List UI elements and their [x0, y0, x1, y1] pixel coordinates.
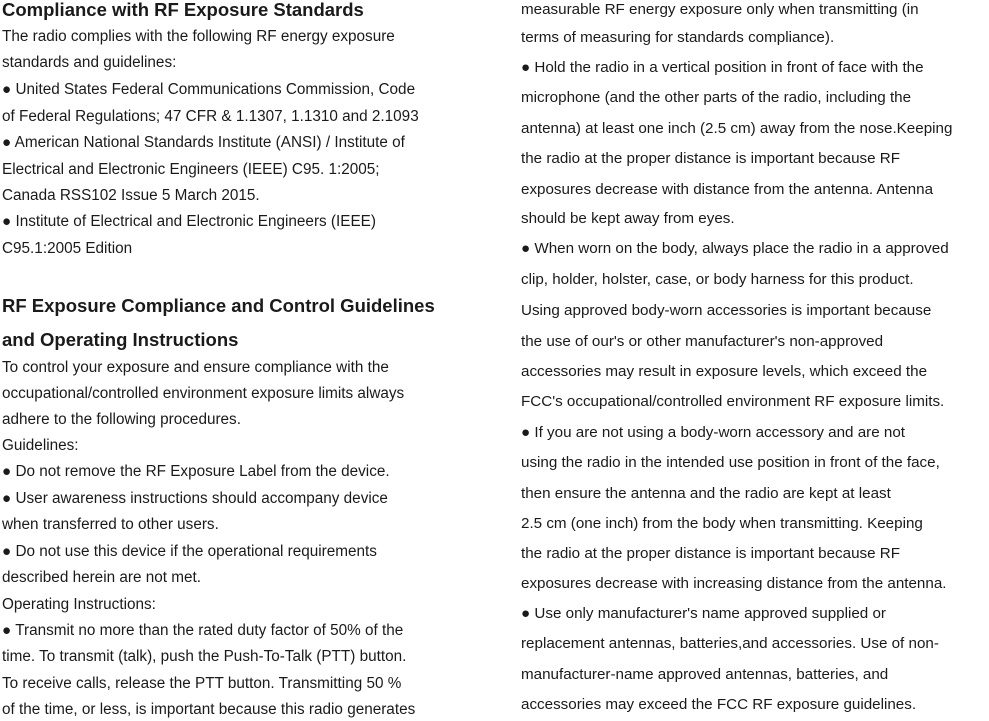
- paragraph-line: standards and guidelines:: [2, 54, 177, 71]
- paragraph-line: exposures decrease with increasing distance from the antenna.: [521, 575, 947, 592]
- section-heading-control-guidelines: RF Exposure Compliance and Control Guidelines: [2, 295, 435, 316]
- paragraph-line: adhere to the following procedures.: [2, 411, 241, 428]
- list-item-instruction: ● If you are not using a body-worn accessory and are not: [521, 424, 906, 441]
- paragraph-line: accessories may result in exposure levels, which exceed the: [521, 363, 928, 380]
- paragraph-line: To control your exposure and ensure compliance with the: [2, 359, 389, 376]
- paragraph-line: time. To transmit (talk), push the Push-To-Talk (PTT) button.: [2, 648, 407, 665]
- paragraph-line: Canada RSS102 Issue 5 March 2015.: [2, 187, 260, 204]
- list-item-guideline: ● User awareness instructions should accompany device: [2, 490, 388, 507]
- list-item-ansi: ● American National Standards Institute (ANSI) / Institute of: [2, 134, 405, 151]
- paragraph-line: microphone (and the other parts of the radio, including the: [521, 89, 912, 106]
- paragraph-line: The radio complies with the following RF energy exposure: [2, 28, 395, 45]
- paragraph-line: antenna) at least one inch (2.5 cm) away from the nose.Keeping: [521, 120, 953, 137]
- paragraph-line: To receive calls, release the PTT button. Transmitting 50 %: [2, 675, 402, 692]
- list-item-fcc: ● United States Federal Communications Commission, Code: [2, 81, 416, 98]
- paragraph-line: C95.1:2005 Edition: [2, 240, 133, 257]
- paragraph-line: then ensure the antenna and the radio are kept at least: [521, 485, 891, 502]
- list-item-instruction: ● When worn on the body, always place the radio in a approved: [521, 240, 949, 257]
- paragraph-line: when transferred to other users.: [2, 516, 219, 533]
- paragraph-line: using the radio in the intended use position in front of the face,: [521, 454, 940, 471]
- paragraph-line: terms of measuring for standards compliance).: [521, 29, 835, 46]
- paragraph-line: 2.5 cm (one inch) from the body when transmitting. Keeping: [521, 515, 923, 532]
- subheading-operating-instructions: Operating Instructions:: [2, 596, 156, 613]
- paragraph-line: exposures decrease with distance from the antenna. Antenna: [521, 181, 934, 198]
- paragraph-line: the use of our's or other manufacturer's non-approved: [521, 333, 884, 350]
- list-item-instruction: ● Use only manufacturer's name approved supplied or: [521, 605, 886, 622]
- paragraph-line: FCC's occupational/controlled environment RF exposure limits.: [521, 393, 945, 410]
- list-item-ieee: ● Institute of Electrical and Electronic Engineers (IEEE): [2, 213, 376, 230]
- paragraph-line: described herein are not met.: [2, 569, 201, 586]
- paragraph-line: accessories may exceed the FCC RF exposure guidelines.: [521, 696, 917, 713]
- paragraph-line: should be kept away from eyes.: [521, 210, 735, 227]
- list-item-guideline: ● Do not remove the RF Exposure Label from the device.: [2, 463, 390, 480]
- paragraph-line: the radio at the proper distance is important because RF: [521, 150, 901, 167]
- list-item-guideline: ● Do not use this device if the operational requirements: [2, 543, 377, 560]
- paragraph-line: occupational/controlled environment exposure limits always: [2, 385, 405, 402]
- subheading-guidelines: Guidelines:: [2, 437, 79, 454]
- list-item-instruction: ● Hold the radio in a vertical position in front of face with the: [521, 59, 924, 76]
- paragraph-line: manufacturer-name approved antennas, batteries, and: [521, 666, 889, 683]
- paragraph-line: clip, holder, holster, case, or body harness for this product.: [521, 271, 914, 288]
- paragraph-line: replacement antennas, batteries,and accessories. Use of non-: [521, 635, 939, 652]
- list-item-instruction: ● Transmit no more than the rated duty factor of 50% of the: [2, 622, 404, 639]
- paragraph-line: Using approved body-worn accessories is important because: [521, 302, 932, 319]
- paragraph-line: Electrical and Electronic Engineers (IEEE) C95. 1:2005;: [2, 161, 380, 178]
- paragraph-line: the radio at the proper distance is important because RF: [521, 545, 901, 562]
- section-heading-compliance: Compliance with RF Exposure Standards: [2, 0, 364, 20]
- section-heading-control-guidelines-cont: and Operating Instructions: [2, 329, 239, 350]
- paragraph-line: of Federal Regulations; 47 CFR & 1.1307, 1.1310 and 2.1093: [2, 108, 419, 125]
- paragraph-line: of the time, or less, is important because this radio generates: [2, 701, 416, 718]
- paragraph-line: measurable RF energy exposure only when transmitting (in: [521, 1, 919, 18]
